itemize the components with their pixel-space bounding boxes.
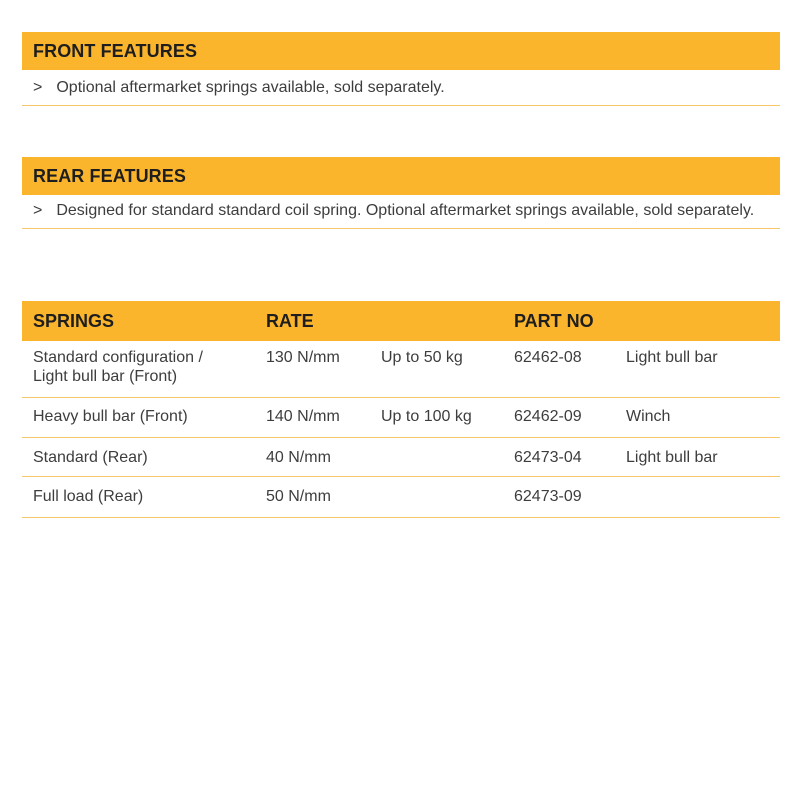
cell-spring-line1: Standard configuration / [33,349,203,366]
cell-spring: Full load (Rear) [22,477,255,518]
table-header-row [22,301,780,341]
cell-rate: 50 N/mm [255,477,370,518]
cell-rate: 130 N/mm [255,341,370,398]
rear-features-heading: REAR FEATURES [22,157,780,195]
bullet-marker: > [33,202,43,219]
cell-note: Light bull bar [615,341,780,398]
front-features-heading: FRONT FEATURES [22,32,780,70]
header-note [615,301,780,341]
cell-load [370,438,503,477]
cell-part-no: 62462-09 [503,398,615,438]
cell-spring: Standard (Rear) [22,438,255,477]
front-features-body [22,70,780,106]
cell-part-no: 62462-08 [503,341,615,398]
bullet-marker: > [33,79,43,96]
header-load [370,301,503,341]
header-rate: RATE [255,301,370,341]
header-springs: SPRINGS [22,301,255,341]
springs-table [22,301,780,518]
front-features-text: Optional aftermarket springs available, sold separately. [56,79,445,96]
cell-note: Winch [615,398,780,438]
table-row [22,341,780,398]
cell-load: Up to 100 kg [370,398,503,438]
table-row [22,438,780,477]
cell-load: Up to 50 kg [370,341,503,398]
cell-spring-line2: Light bull bar (Front) [33,368,178,385]
cell-part-no: 62473-04 [503,438,615,477]
table-row [22,477,780,518]
cell-spring: Heavy bull bar (Front) [22,398,255,438]
cell-load [370,477,503,518]
rear-features-section [22,157,780,229]
rear-features-text: Designed for standard standard coil spring. Optional aftermarket springs available, sold separately. [56,202,755,219]
cell-note [615,477,780,518]
cell-spring [22,341,255,398]
cell-rate: 140 N/mm [255,398,370,438]
cell-part-no: 62473-09 [503,477,615,518]
header-part-no: PART NO [503,301,615,341]
rear-features-body [22,195,780,229]
cell-rate: 40 N/mm [255,438,370,477]
front-features-section [22,32,780,106]
cell-note: Light bull bar [615,438,780,477]
table-row [22,398,780,438]
